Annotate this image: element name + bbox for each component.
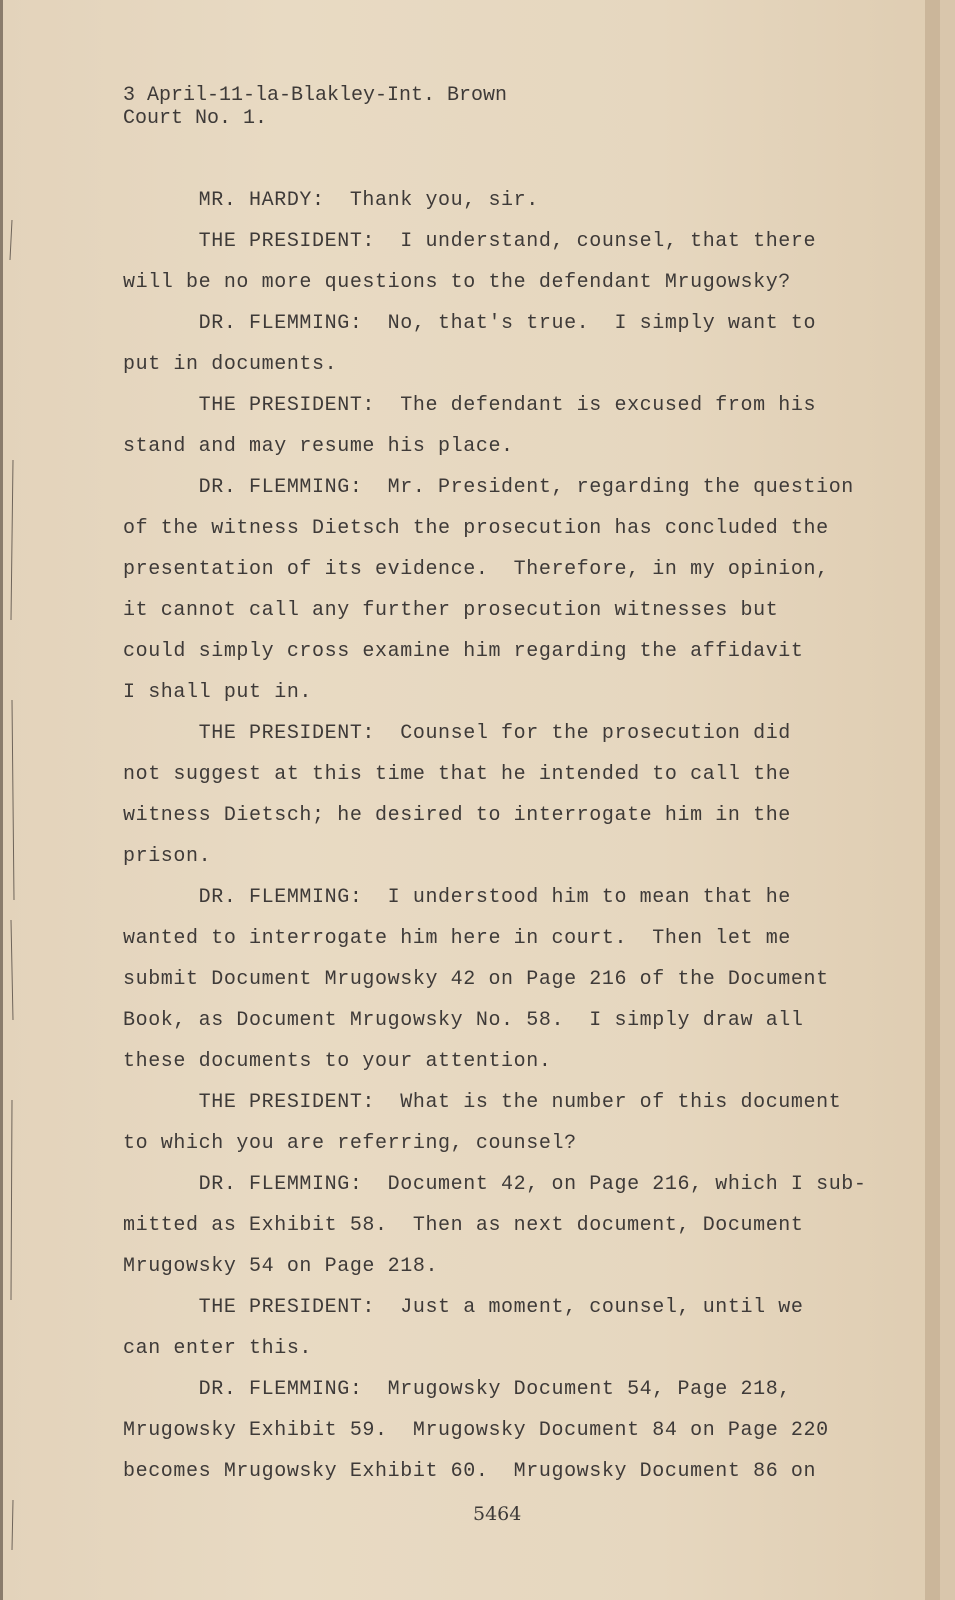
transcript-line: DR. FLEMMING: No, that's true. I simply want to [123, 312, 817, 335]
transcript-line: DR. FLEMMING: I understood him to mean that he [123, 886, 791, 909]
transcript-body [123, 180, 867, 1492]
transcript-line: DR. FLEMMING: Mrugowsky Document 54, Page 218, [123, 1378, 791, 1401]
transcript-line: not suggest at this time that he intended to call the [123, 763, 791, 786]
transcript-line: MR. HARDY: Thank you, sir. [123, 189, 539, 212]
transcript-line: put in documents. [123, 353, 338, 376]
transcript-line: witness Dietsch; he desired to interrogate him in the [123, 804, 791, 827]
transcript-line: THE PRESIDENT: Counsel for the prosecution did [123, 722, 791, 745]
transcript-line: Book, as Document Mrugowsky No. 58. I simply draw all [123, 1009, 804, 1032]
transcript-line: Mrugowsky Exhibit 59. Mrugowsky Document 84 on Page 220 [123, 1419, 829, 1442]
page-edge [925, 0, 940, 1600]
transcript-line: these documents to your attention. [123, 1050, 552, 1073]
transcript-line: presentation of its evidence. Therefore, in my opinion, [123, 558, 829, 581]
transcript-line: could simply cross examine him regarding the affidavit [123, 640, 804, 663]
transcript-line: submit Document Mrugowsky 42 on Page 216 of the Document [123, 968, 829, 991]
transcript-line: of the witness Dietsch the prosecution has concluded the [123, 517, 829, 540]
transcript-line: prison. [123, 845, 212, 868]
transcript-line: can enter this. [123, 1337, 313, 1360]
header-line-1: 3 April-11-la-Blakley-Int. Brown [123, 84, 508, 107]
transcript-line: will be no more questions to the defendant Mrugowsky? [123, 271, 791, 294]
transcript-line: DR. FLEMMING: Mr. President, regarding the question [123, 476, 854, 499]
transcript-line: I shall put in. [123, 681, 313, 704]
transcript-line: THE PRESIDENT: I understand, counsel, that there [123, 230, 817, 253]
transcript-line: mitted as Exhibit 58. Then as next document, Document [123, 1214, 804, 1237]
transcript-line: DR. FLEMMING: Document 42, on Page 216, which I sub- [123, 1173, 867, 1196]
transcript-line: THE PRESIDENT: The defendant is excused from his [123, 394, 817, 417]
transcript-line: to which you are referring, counsel? [123, 1132, 577, 1155]
header-line-2: Court No. 1. [123, 107, 268, 130]
document-header [123, 84, 507, 130]
margin-pencil-marks [7, 200, 17, 1560]
transcript-line: Mrugowsky 54 on Page 218. [123, 1255, 439, 1278]
transcript-line: THE PRESIDENT: What is the number of this document [123, 1091, 842, 1114]
transcript-line: becomes Mrugowsky Exhibit 60. Mrugowsky Document 86 on [123, 1460, 817, 1483]
transcript-line: it cannot call any further prosecution witnesses but [123, 599, 779, 622]
transcript-line: stand and may resume his place. [123, 435, 514, 458]
page-number: 5464 [473, 1503, 522, 1525]
transcript-line: THE PRESIDENT: Just a moment, counsel, until we [123, 1296, 804, 1319]
transcript-line: wanted to interrogate him here in court. Then let me [123, 927, 791, 950]
